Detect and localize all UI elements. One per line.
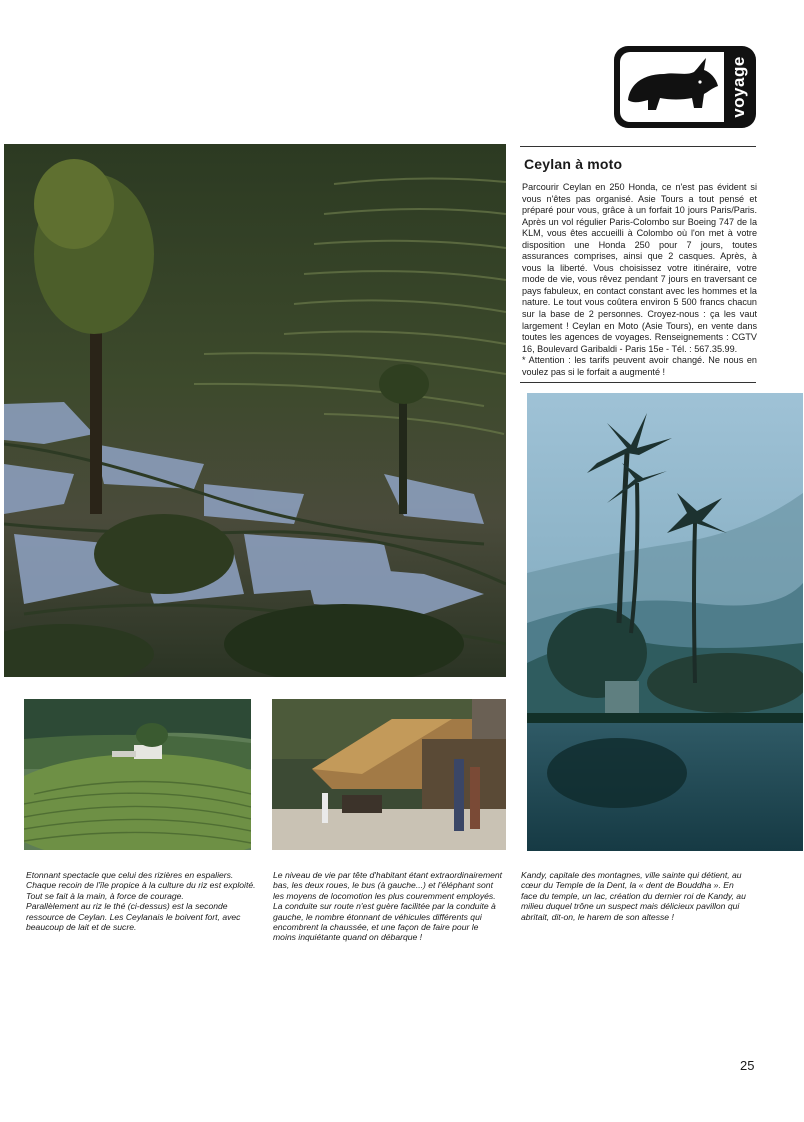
article-bottom-rule (520, 382, 756, 383)
article-title: Ceylan à moto (524, 156, 623, 172)
article-paragraph: Parcourir Ceylan en 250 Honda, ce n'est pas évident si vous n'êtes pas organisé. Asie Tours a tout pensé et préparé pour vous, grâce à un forfait 10 jours Paris/Paris. Après un vol régulier Paris-Colombo sur Boeing 747 de la KLM, vous êtes accueilli à Colombo où l'on met à votre disposition une Honda 250 pour 7 jours, toutes assurances comprises, ainsi que 2 casques. Après, à vous la liberté. Vous choisissez votre itinéraire, votre mode de vie, vous rêvez pendant 7 jours en traversant ce pays fabuleux, en contact constant avec les hommes et la nature. Le tout vous coûtera environ 5 500 francs chacun sur la base de 2 personnes. Croyez-nous : ça les vaut largement ! Ceylan en Moto (Asie Tours), en vente dans toutes les agences de voyages. Renseignements : CGTV 16, Boulevard Garibaldi - Paris 15e - Tél. : 567.35.99. (522, 182, 757, 354)
caption-kandy (521, 870, 751, 922)
rhinoceros-icon (620, 52, 724, 122)
logo-panel (620, 52, 724, 122)
caption-terraces: Etonnant spectacle que celui des rizières en espaliers. Chaque recoin de l'île propice à la culture du riz est exploité. Tout se fait à la main, à force de courage. (26, 870, 256, 901)
caption-transport (273, 870, 503, 943)
rice-terraces-photo (4, 144, 506, 677)
article-body (522, 182, 757, 378)
caption-tea: Parallèlement au riz le thé (ci-dessus) est la seconde ressource de Ceylan. Les Ceylanais le boivent fort, avec beaucoup de lait et de sucre. (26, 901, 241, 933)
caption-terraces-tea (26, 870, 256, 932)
kandy-lake-photo (527, 393, 803, 851)
article-note: * Attention : les tarifs peuvent avoir changé. Ne nous en voulez pas si le forfait a augmenté ! (522, 355, 757, 377)
logo-word-text: voyage (729, 56, 748, 118)
voyage-logo (614, 46, 756, 128)
caption-kandy-text: Kandy, capitale des montagnes, ville sainte qui détient, au cœur du Temple de la Dent, la « dent de Bouddha ». En face du temple, un lac, création du dernier roi de Kandy, au milieu duquel trône un suspect mais délicieux pavillon qui abritait, dit-on, le harem de son altesse ! (521, 870, 746, 922)
article-top-rule (520, 146, 756, 147)
village-road-photo (272, 699, 506, 850)
page-number: 25 (740, 1058, 755, 1073)
caption-transport-text: Le niveau de vie par tête d'habitant étant extraordinairement bas, les deux roues, le bus (à gauche...) et l'éléphant sont les moyens de locomotion les plus couremment employés. La conduite sur route n'est guère facilitée par la conduite à gauche, le nombre étonnant de véhicules différents qui encombrent la chaussée, et une façon de faire pour le moins inquiétante quand on débarque ! (273, 870, 503, 943)
logo-word (724, 50, 754, 124)
tea-plantation-photo (24, 699, 251, 850)
